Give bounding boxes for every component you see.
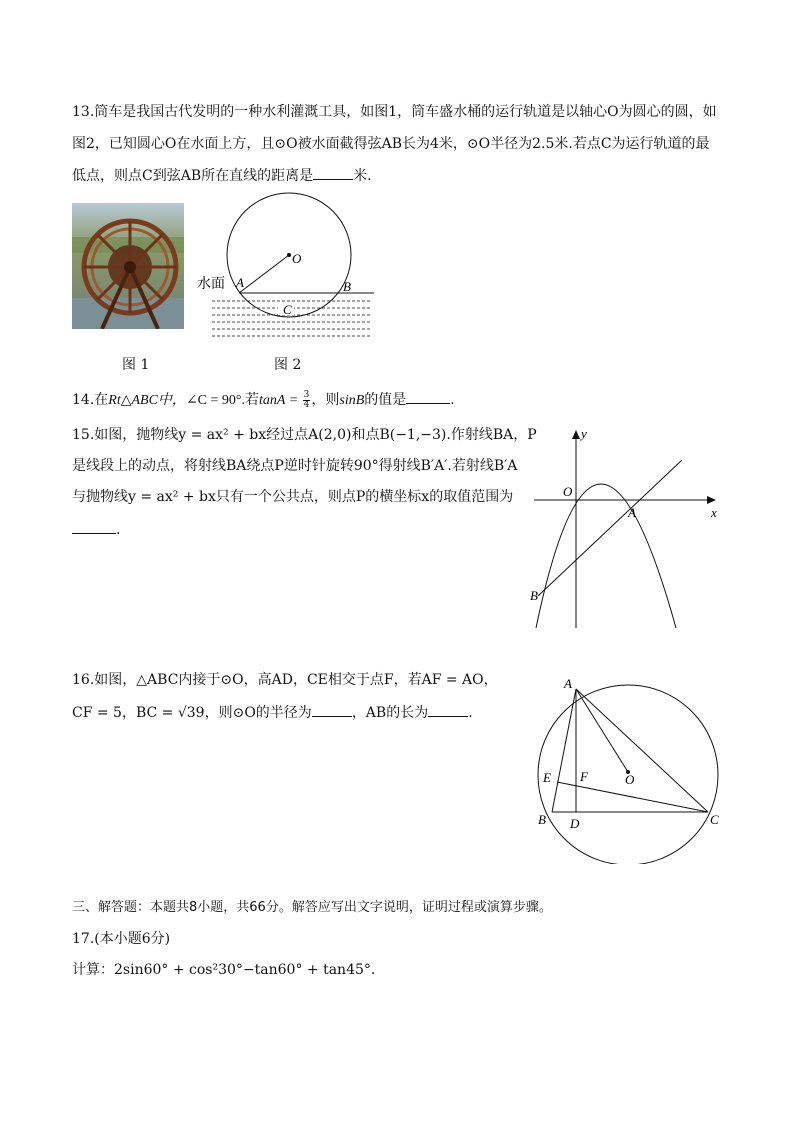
q13-line-3-text: 低点，则点C到弦AB所在直线的距离是 [72, 168, 314, 184]
water-wheel-photo [72, 203, 184, 329]
q13-label-c: C [283, 302, 292, 317]
q16-label-o: O [625, 772, 635, 787]
q17-title: 17.(本小题6分) [72, 931, 171, 947]
q13-line-1: 13.筒车是我国古代发明的一种水利灌溉工具，如图1，筒车盛水桶的运行轨道是以轴心O为圆心的圆，如 [72, 104, 717, 120]
q15-label-a: A [628, 505, 636, 520]
q16-label-c: C [710, 812, 719, 827]
q15-line-1: 15.如图，抛物线y = ax² + bx经过点A(2,0)和点B(−1,−3).作射线BA，P [72, 427, 537, 443]
q14-condition: ∠C = 90°.若 [185, 393, 259, 408]
q16-label-e: E [543, 770, 551, 785]
q14-answer-blank [406, 389, 450, 404]
q16-line-2-end: . [468, 705, 473, 721]
q15-label-o: O [563, 484, 573, 499]
q16-line-2-mid: ，AB的长为 [351, 705, 429, 721]
q13-label-a: A [236, 275, 244, 290]
q14-frac-den: 4 [303, 399, 310, 410]
q13-answer-blank [313, 165, 353, 180]
fig1-caption: 图 1 [122, 357, 150, 373]
q13-line-2: 图2，已知圆心O在水面上方，且⊙O被水面截得弦AB长为4米，⊙O半径为2.5米.若点C为运行轨道的最 [72, 136, 710, 152]
q17-text: 计算：2sin60° + cos²30°−tan60° + tan45°. [72, 962, 376, 978]
q14-tana: tanA = [259, 393, 302, 408]
q16-ab-blank [428, 702, 468, 717]
q14-end: . [450, 392, 455, 408]
q14-prefix: 14.在 [72, 392, 109, 408]
q16-line-1: 16.如图，△ABC内接于⊙O，高AD，CE相交于点F，若AF = AO， [72, 672, 498, 688]
q15-end: . [116, 522, 121, 538]
q16-label-d: D [570, 816, 580, 831]
q13-label-b: B [343, 279, 351, 294]
q14-line [72, 389, 455, 411]
fig2-caption: 图 2 [274, 357, 302, 373]
q15-line-3: 与抛物线y = ax² + bx只有一个公共点，则点P的横坐标x的取值范围为 [72, 489, 514, 505]
q14-rt: Rt [108, 393, 121, 408]
q16-radius-blank [312, 702, 352, 717]
q13-figure-2 [192, 190, 382, 350]
q15-line-2: 是线段上的动点，将射线BA绕点P逆时针旋转90°得射线B′A′.若射线B′A [72, 458, 518, 474]
section-3-heading: 三、解答题：本题共8小题，共66分。解答应写出文字说明，证明过程或演算步骤。 [72, 900, 552, 915]
q15-line-4 [72, 519, 120, 540]
q15-label-b: B [530, 588, 538, 603]
q13-water-label: 水面 [197, 276, 225, 292]
q14-mid: ，则 [311, 392, 340, 408]
q14-suffix: 的值是 [364, 392, 407, 408]
q14-triangle: △ABC中， [120, 393, 186, 408]
q13-line-3 [72, 165, 372, 186]
q16-label-b: B [538, 812, 546, 827]
q13-line-3-end: 米. [353, 168, 372, 184]
q16-label-a: A [564, 676, 572, 691]
q16-line-2-text: CF = 5，BC = √39，则⊙O的半径为 [72, 705, 312, 721]
q14-sinb: sinB [339, 393, 365, 408]
q15-parabola-figure [524, 420, 754, 635]
q15-answer-blank [72, 519, 116, 534]
q16-circle-figure [530, 672, 730, 864]
q15-axis-y: y [581, 426, 587, 441]
q14-frac-num: 3 [303, 389, 310, 400]
q13-label-o: O [292, 251, 302, 266]
q16-label-f: F [580, 769, 588, 784]
q16-line-2 [72, 702, 473, 723]
q15-axis-x: x [711, 505, 717, 520]
q14-fraction [303, 391, 311, 410]
